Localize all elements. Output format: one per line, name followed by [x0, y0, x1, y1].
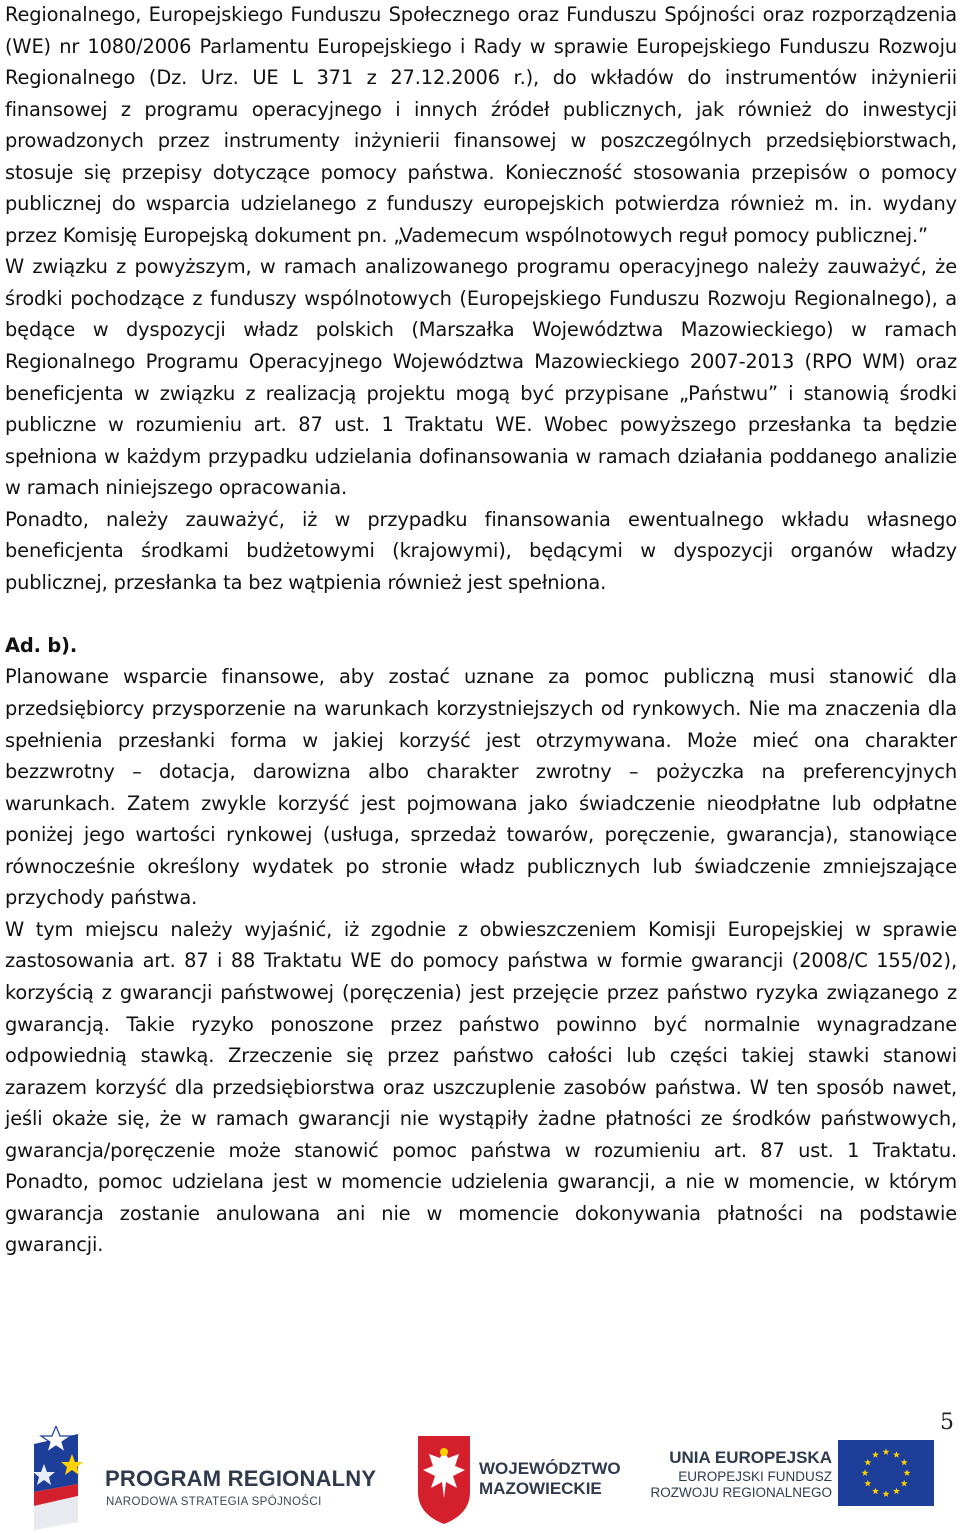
section-heading: Ad. b). — [5, 633, 78, 657]
eu-fund-line1: EUROPEJSKI FUNDUSZ — [678, 1469, 832, 1484]
document-body — [5, 0, 957, 1261]
eu-title: UNIA EUROPEJSKA — [669, 1448, 832, 1467]
eu-fund-line2: ROZWOJU REGIONALNEGO — [650, 1485, 832, 1500]
region-line1: WOJEWÓDZTWO — [479, 1459, 621, 1478]
paragraph-own-contribution: Ponadto, należy zauważyć, iż w przypadku finansowania ewentualnego wkładu własnego beneficjenta środkami budżetowymi (krajowymi), będącymi w dyspozycji organów władzy publicznej, przesłanka ta bez wątpienia również jest spełniona. — [5, 507, 957, 594]
eu-fund-logo — [640, 1424, 945, 1524]
footer-logos — [0, 1418, 960, 1533]
paragraph-state-aid-regulations: Regionalnego, Europejskiego Funduszu Społecznego oraz Funduszu Spójności oraz rozporządzenia (WE) nr 1080/2006 Parlamentu Europejskiego i Rady w sprawie Europejskiego Funduszu Rozwoju Regionalnego (Dz. Urz. UE L 371 z 27.12.2006 r.), do wkładów do instrumentów inżynierii finansowej z programu operacyjnego i innych źródeł publicznych, jak również do inwestycji prowadzonych przez instrumenty inżynierii finansowej w poszczególnych przedsiębiorstwach, stosuje się przepisy dotyczące pomocy państwa. Konieczność stosowania przepisów o pomocy publicznej do wsparcia udzielanego z funduszy europejskich potwierdza również m. in. wydany przez Komisję Europejską dokument pn. „Vademecum wspólnotowych reguł pomocy publicznej.” — [5, 3, 957, 247]
blank-line — [5, 598, 957, 630]
mazowieckie-logo — [415, 1432, 625, 1527]
program-subtitle: NARODOWA STRATEGIA SPÓJNOŚCI — [106, 1496, 322, 1508]
region-name — [479, 1459, 621, 1499]
page-number: 5 — [940, 1410, 954, 1435]
program-title: PROGRAM REGIONALNY — [105, 1466, 377, 1491]
nss-flag-icon — [30, 1426, 100, 1530]
paragraph-advantage: Planowane wsparcie finansowe, aby zostać uznane za pomoc publiczną musi stanowić dla przedsiębiorcy przysporzenie na warunkach korzystniejszych od rynkowych. Nie ma znaczenia dla spełnienia przesłanki forma w jakiej korzyść jest otrzymywana. Może mieć ona charakter bezzwrotny – dotacja, darowizna albo charakter zwrotny – pożyczka na preferencyjnych warunkach. Zatem zwykle korzyść jest pojmowana jako świadczenie nieodpłatne lub odpłatne poniżej jego wartości rynkowej (usługa, sprzedaż towarów, poręczenie, gwarancja), stanowiące równocześnie określony wydatek po stronie władz publicznych lub świadczenie zmniejszające przychody państwa. — [5, 665, 957, 910]
program-regionalny-logo — [30, 1426, 395, 1530]
eu-fund-name — [650, 1469, 832, 1501]
region-line2: MAZOWIECKIE — [479, 1479, 602, 1498]
paragraph-public-funds: W związku z powyższym, w ramach analizowanego programu operacyjnego należy zauważyć, że środki pochodzące z funduszy wspólnotowych (Europejskiego Funduszu Rozwoju Regionalnego), a będące w dyspozycji władz polskich (Marszałka Województwa Mazowieckiego) w ramach Regionalnego Programu Operacyjnego Województwa Mazowieckiego 2007-2013 (RPO WM) oraz beneficjenta w związku z realizacją projektu mogą być przypisane „Państwu” i stanowią środki publiczne w rozumieniu art. 87 ust. 1 Traktatu WE. Wobec powyższego przesłanka ta będzie spełniona w każdym przypadku udzielania dofinansowania w ramach działania poddanego analizie w ramach niniejszego opracowania. — [5, 255, 957, 500]
paragraph-guarantee: W tym miejscu należy wyjaśnić, iż zgodnie z obwieszczeniem Komisji Europejskiej w sprawie zastosowania art. 87 i 88 Traktatu WE do pomocy państwa w formie gwarancji (2008/C 155/02), korzyścią z gwarancji państwowej (poręczenia) jest przejęcie przez państwo ryzyka związanego z gwarancją. Takie ryzyko ponoszone przez państwo powinno być normalnie wynagradzane odpowiednią stawką. Zrzeczenie się przez państwo całości lub części takiej stawki stanowi zarazem korzyść dla przedsiębiorstwa oraz uszczuplenie zasobów państwa. W ten sposób nawet, jeśli okaże się, że w ramach gwarancji nie wystąpiły żadne płatności ze środków państwowych, gwarancja/poręczenie może stanowić pomoc państwa w rozumieniu art. 87 ust. 1 Traktatu. Ponadto, pomoc udzielana jest w momencie udzielenia gwarancji, a nie w momencie, w którym gwarancja zostanie anulowana ani nie w momencie dokonywania płatności na podstawie gwarancji. — [5, 917, 957, 1257]
eu-flag-icon — [838, 1440, 934, 1506]
eagle-crest-icon — [415, 1432, 473, 1527]
